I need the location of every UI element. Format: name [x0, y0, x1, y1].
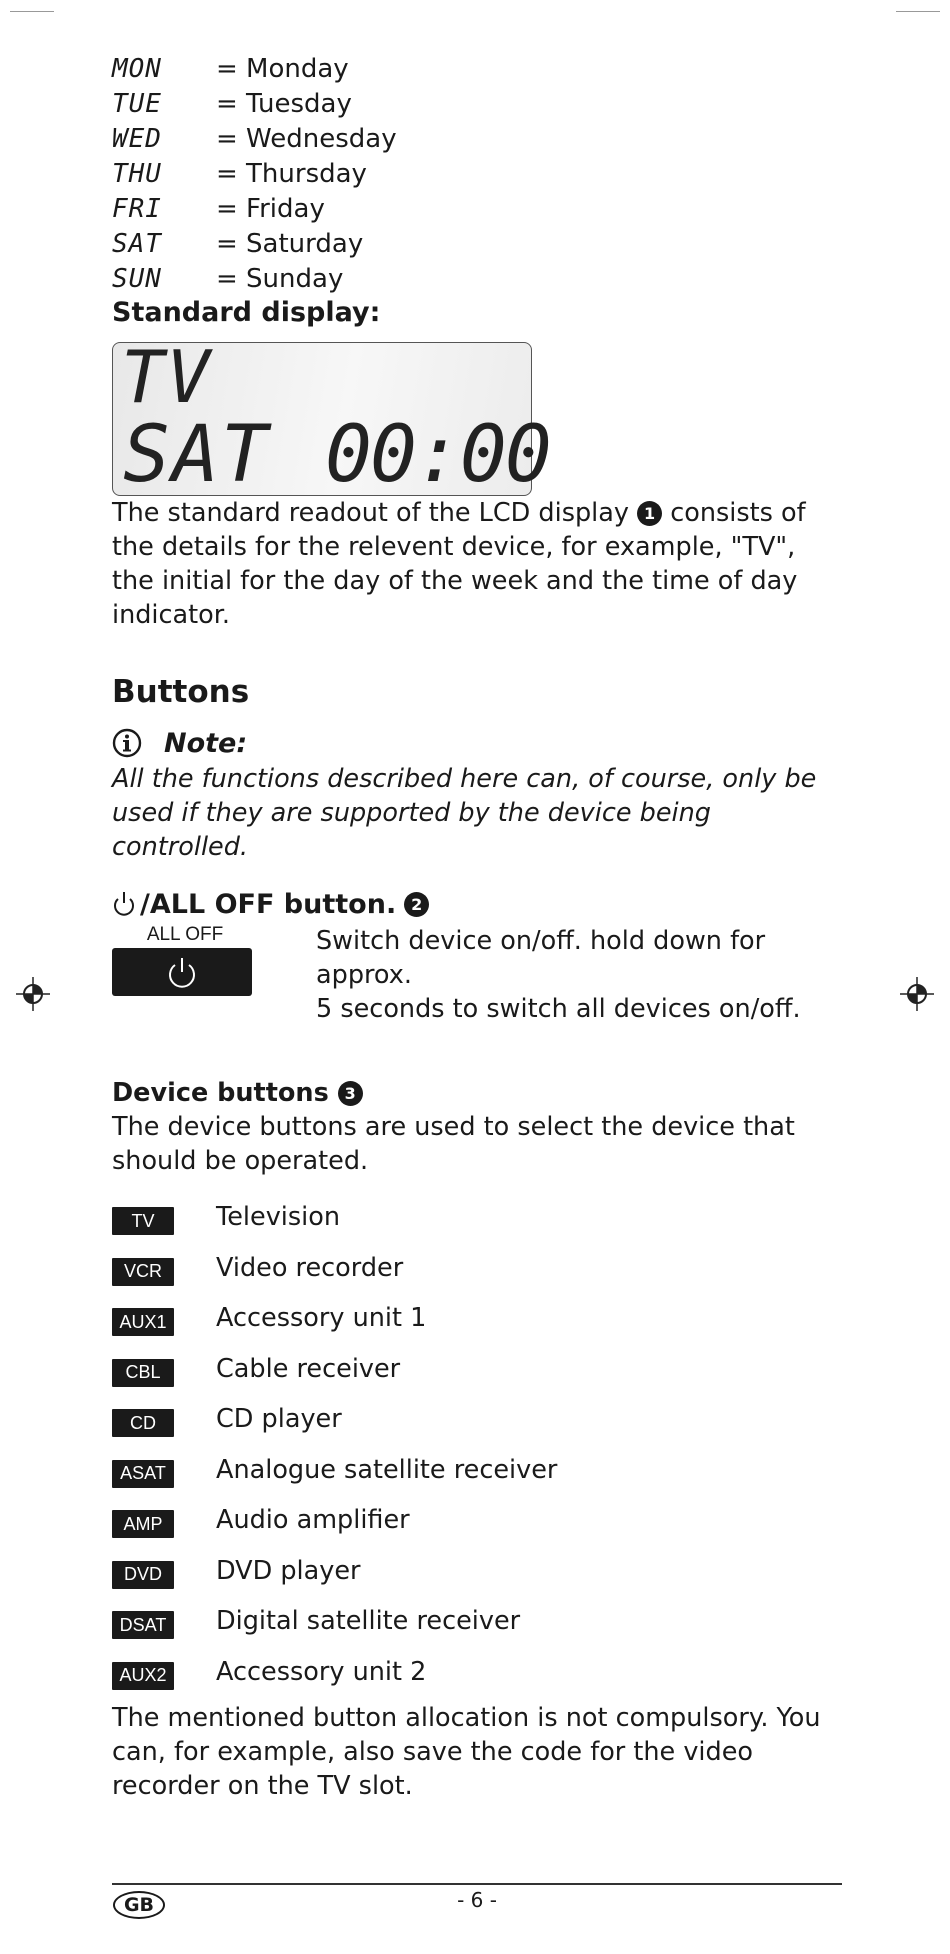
device-name: Analogue satellite receiver [216, 1454, 558, 1485]
all-off-button-illustration [112, 924, 252, 1026]
standard-display-heading: Standard display: [112, 297, 381, 328]
list-item [112, 1297, 842, 1348]
description-text: The standard readout of the LCD display [112, 498, 629, 528]
day-abbreviation-list [112, 52, 842, 297]
list-item [112, 1651, 842, 1702]
device-name: Accessory unit 2 [216, 1656, 427, 1687]
lcd-display [112, 335, 550, 500]
note-title: Note: [164, 727, 248, 759]
device-name: Digital satellite receiver [216, 1606, 521, 1637]
day-code: THU [112, 159, 162, 189]
device-key: DSAT [112, 1611, 174, 1639]
device-buttons-heading [112, 1076, 842, 1110]
day-label: = Thursday [216, 159, 367, 189]
list-item [112, 1398, 842, 1449]
note-text: All the functions described here can, of course, only be used if they are supported by the device being controlled. [112, 764, 817, 862]
power-icon [166, 955, 198, 989]
list-item [112, 1550, 842, 1601]
day-label: = Monday [216, 54, 349, 84]
day-row [112, 52, 842, 87]
all-off-heading [112, 884, 842, 924]
device-name: Television [216, 1202, 341, 1233]
device-name: CD player [216, 1404, 342, 1435]
device-key: AUX1 [112, 1308, 174, 1336]
device-buttons-intro: The device buttons are used to select the device that should be operated. [112, 1112, 795, 1176]
day-label: = Sunday [216, 264, 344, 294]
reference-marker: 3 [338, 1081, 363, 1106]
list-item [112, 1449, 842, 1500]
list-item [112, 1499, 842, 1550]
day-label: = Friday [216, 194, 325, 224]
day-label: = Wednesday [216, 124, 397, 154]
reference-marker: 1 [637, 501, 662, 526]
all-off-description [316, 924, 842, 1026]
day-label: = Saturday [216, 229, 364, 259]
device-key: CD [112, 1409, 174, 1437]
info-icon [112, 728, 142, 758]
footer-divider [112, 1883, 842, 1885]
device-key: ASAT [112, 1460, 174, 1488]
day-row [112, 87, 842, 122]
all-off-desc-line: Switch device on/off. hold down for approx. [316, 926, 766, 990]
device-name: Video recorder [216, 1252, 404, 1283]
list-item [112, 1348, 842, 1399]
day-code: TUE [112, 89, 162, 119]
day-row [112, 122, 842, 157]
reference-marker: 2 [404, 892, 429, 917]
day-row [112, 227, 842, 262]
crop-mark-left [10, 11, 54, 12]
device-name: Accessory unit 1 [216, 1303, 427, 1334]
day-code: MON [112, 54, 162, 84]
device-name: DVD player [216, 1555, 361, 1586]
lcd-device-text: TV [121, 335, 212, 419]
note-header [112, 724, 842, 762]
device-buttons-title: Device buttons [112, 1078, 329, 1108]
device-key: AUX2 [112, 1662, 174, 1690]
all-off-desc-line: 5 seconds to switch all devices on/off. [316, 994, 801, 1024]
power-icon [112, 890, 136, 918]
crop-mark-right [896, 11, 940, 12]
country-badge: GB [113, 1891, 165, 1919]
device-key: CBL [112, 1359, 174, 1387]
day-code: WED [112, 124, 162, 154]
registration-mark-icon [900, 977, 934, 1011]
day-row [112, 192, 842, 227]
device-key: TV [112, 1207, 174, 1235]
closing-paragraph: The mentioned button allocation is not compulsory. You can, for example, also save the code for the video recorder on the TV slot. [112, 1703, 821, 1801]
list-item [112, 1196, 842, 1247]
lcd-time-text: 00:00 [325, 410, 550, 500]
list-item [112, 1600, 842, 1651]
day-row [112, 262, 842, 297]
page-number: - 6 - [457, 1888, 497, 1912]
device-name: Cable receiver [216, 1353, 401, 1384]
lcd-day-text: SAT [123, 410, 270, 500]
all-off-title: /ALL OFF button. [140, 888, 397, 920]
day-code: SUN [112, 264, 162, 294]
device-key: DVD [112, 1561, 174, 1589]
all-off-button [112, 948, 252, 996]
device-name: Audio amplifier [216, 1505, 410, 1536]
list-item [112, 1247, 842, 1298]
device-key: VCR [112, 1258, 174, 1286]
device-button-list [112, 1196, 842, 1701]
day-code: SAT [112, 229, 162, 259]
page-content [112, 52, 842, 1803]
day-row [112, 157, 842, 192]
day-code: FRI [112, 194, 162, 224]
description-text: consists of the details for the relevent device, for example, "TV", the initial for the day of the week and the time of day indicator. [112, 498, 806, 630]
all-off-row [112, 924, 842, 1026]
all-off-button-label: ALL OFF [146, 924, 224, 945]
device-key: AMP [112, 1510, 174, 1538]
registration-mark-icon [16, 977, 50, 1011]
standard-display-description [112, 496, 842, 632]
buttons-heading: Buttons [112, 674, 250, 710]
day-label: = Tuesday [216, 89, 352, 119]
